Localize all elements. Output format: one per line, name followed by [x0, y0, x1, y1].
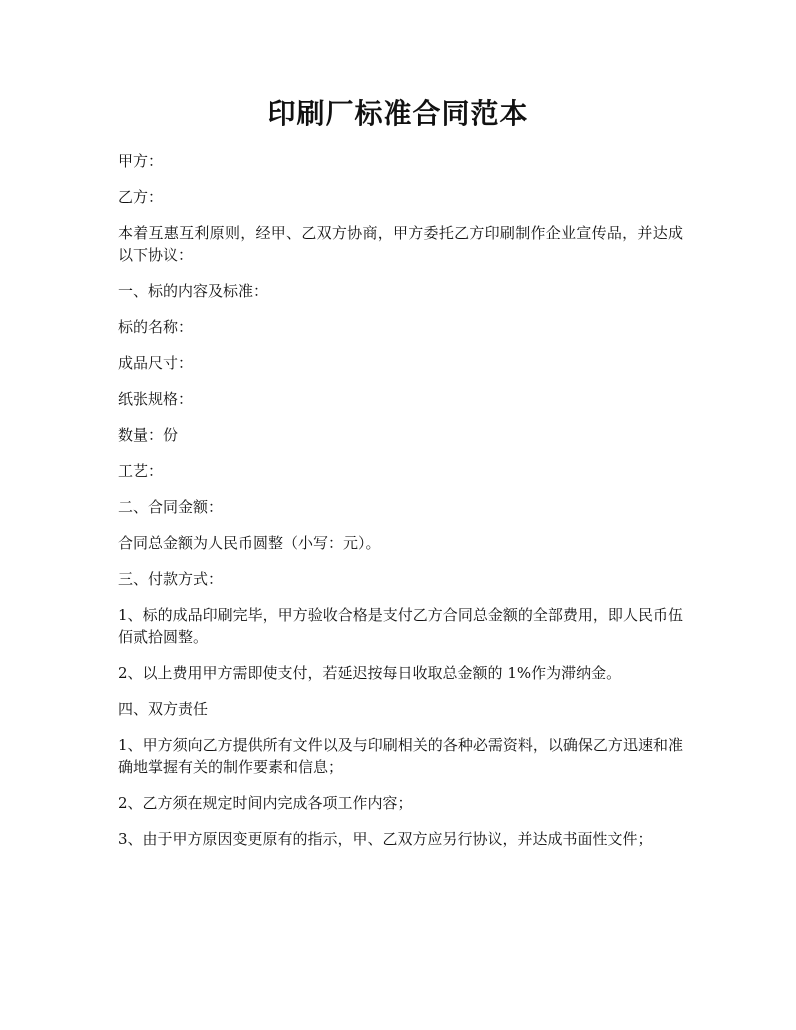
document-body: [118, 150, 683, 864]
party-b-line: 乙方：: [118, 188, 164, 206]
document-title: 印刷厂标准合同范本: [267, 97, 529, 130]
product-size-line: 成品尺寸：: [118, 354, 194, 372]
section-heading-1: 一、标的内容及标准：: [118, 282, 269, 300]
craft-line: 工艺：: [118, 462, 164, 480]
section-heading-4: 四、双方责任: [118, 700, 209, 718]
section-heading-3: 三、付款方式：: [118, 570, 224, 588]
payment-clause-1: 1、标的成品印刷完毕，甲方验收合格是支付乙方合同总金额的全部费用，即人民币伍佰贰拾圆整。: [118, 606, 683, 646]
total-amount-paragraph: 合同总金额为人民币圆整（小写：元）。: [118, 534, 381, 552]
party-a-line: 甲方：: [118, 152, 164, 170]
preamble-paragraph: 本着互惠互利原则，经甲、乙双方协商，甲方委托乙方印刷制作企业宣传品，并达成以下协议：: [118, 224, 683, 264]
subject-name-line: 标的名称：: [118, 318, 194, 336]
paper-spec-line: 纸张规格：: [118, 390, 194, 408]
section-heading-2: 二、合同金额：: [118, 498, 224, 516]
responsibility-clause-3: 3、由于甲方原因变更原有的指示，甲、乙双方应另行协议，并达成书面性文件；: [118, 830, 653, 848]
quantity-line: 数量：份: [118, 426, 179, 444]
payment-clause-2: 2、以上费用甲方需即使支付，若延迟按每日收取总金额的 1%作为滞纳金。: [118, 664, 622, 682]
responsibility-clause-2: 2、乙方须在规定时间内完成各项工作内容；: [118, 794, 413, 812]
responsibility-clause-1: 1、甲方须向乙方提供所有文件以及与印刷相关的各种必需资料，以确保乙方迅速和准确地掌握有关的制作要素和信息；: [118, 736, 683, 776]
